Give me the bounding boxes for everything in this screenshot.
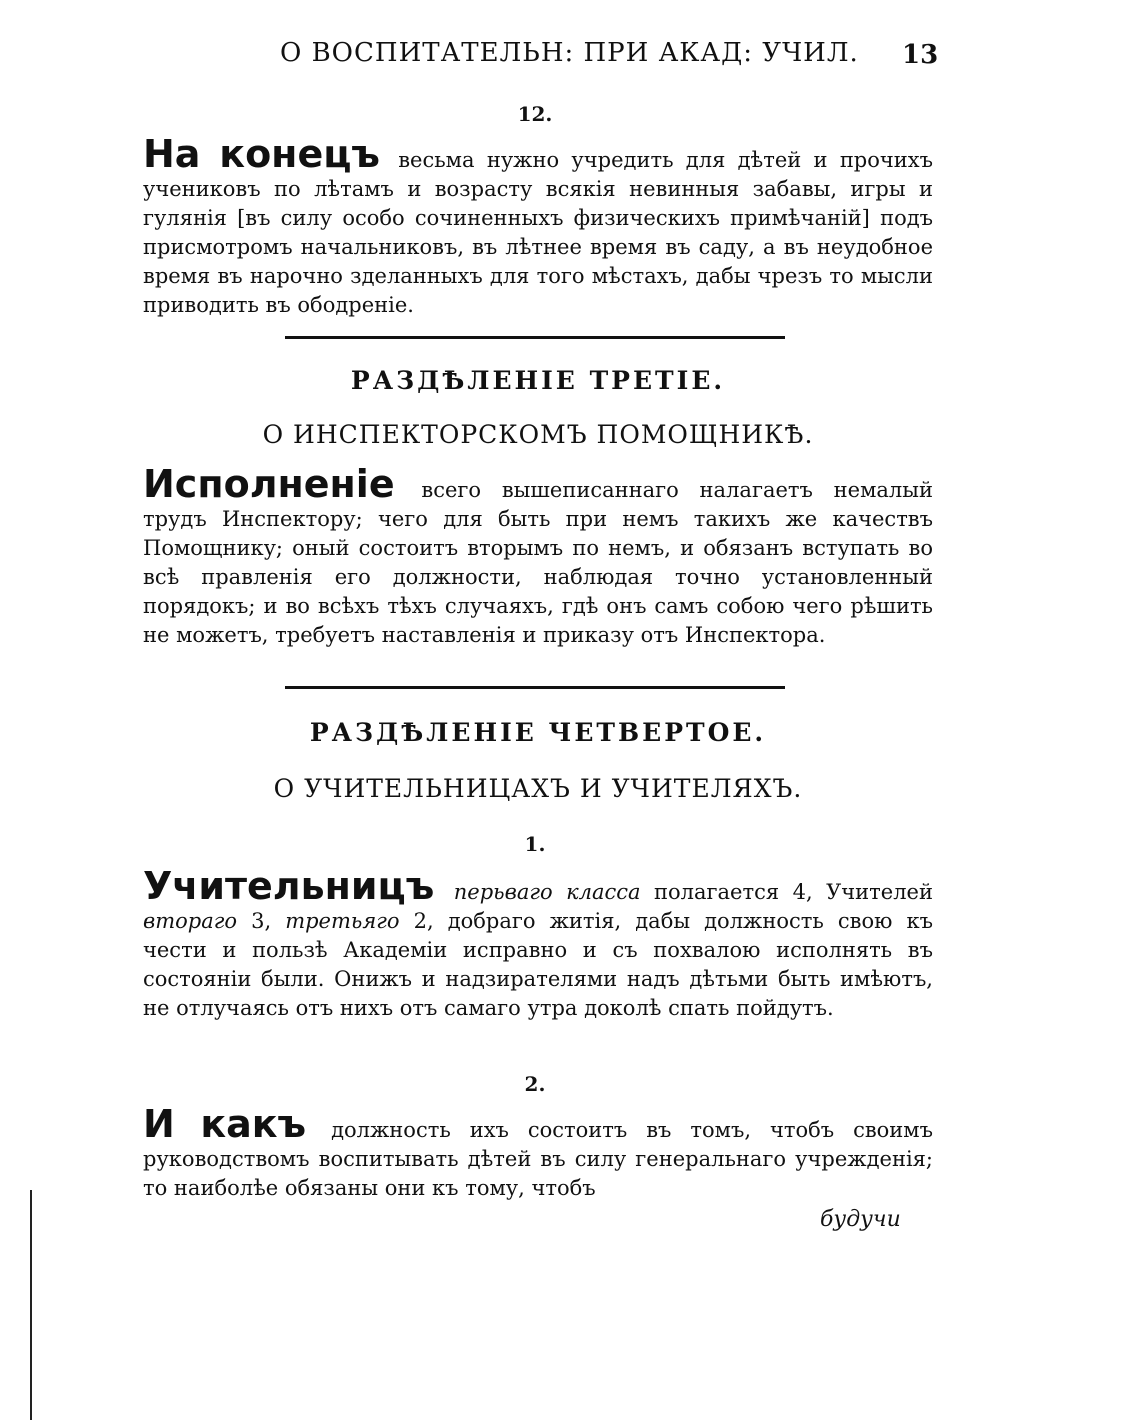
part-three-text: всего вышеписаннаго налагаетъ немалый трудъ Инспектору; чего для быть при немъ такихъ же качествъ Помощнику; оный состоитъ вторымъ по немъ, и обязанъ вступать во всѣ правленія его должности, наблюдая точно установленный порядокъ; и во всѣхъ тѣхъ случаяхъ, гдѣ онъ самъ собою чего рѣшить не можетъ, требуетъ наставленія и приказу отъ Инспектора.: [143, 478, 933, 647]
section-12-lead: На конецъ: [143, 132, 380, 176]
scan-margin-line: [30, 1190, 32, 1420]
teachers-paragraph-1: [143, 864, 933, 1023]
paragraph-number-2: 2.: [524, 1072, 546, 1096]
teachers-paragraph-1-text-1: полагается 4, Учителей: [654, 880, 933, 904]
section-12-text: весьма нужно учредить для дѣтей и прочихъ учениковъ по лѣтамъ и возрасту всякія невинныя забавы, игры и гулянія [въ силу особо сочиненныхъ физическихъ примѣчаній] подъ присмотромъ начальниковъ, въ лѣтнее время въ саду, а въ неудобное время въ нарочно зделанныхъ для того мѣстахъ, дабы чрезъ то мысли приводить въ ободреніе.: [143, 148, 933, 317]
part-four-heading: РАЗДѢЛЕНІЕ ЧЕТВЕРТОЕ.: [309, 718, 767, 747]
first-class-italic: перьваго класса: [453, 880, 641, 904]
part-three-lead: Исполненіе: [143, 462, 395, 506]
paragraph-number-1: 1.: [524, 832, 546, 856]
teachers-paragraph-2-lead: И какъ: [143, 1102, 307, 1146]
divider-rule: [285, 686, 785, 689]
part-three-paragraph: [143, 462, 933, 650]
part-three-heading: РАЗДѢЛЕНІЕ ТРЕТІЕ.: [350, 366, 726, 395]
section-number-12: 12.: [517, 102, 553, 126]
teachers-paragraph-1-text-3: 2, добраго житія, дабы должность свою къ чести и пользѣ Академіи исправно и съ похвалою исполнять въ состояніи были. Онижъ и надзирателями надъ дѣтьми быть имѣютъ, не отлучаясь отъ нихъ отъ самаго утра доколѣ спать пойдутъ.: [143, 909, 933, 1020]
teachers-paragraph-2: [143, 1102, 933, 1203]
third-class-italic: третьяго: [285, 909, 400, 933]
teachers-paragraph-1-text-2: 3,: [251, 909, 272, 933]
section-12-paragraph: [143, 132, 933, 320]
catchword: будучи: [820, 1207, 901, 1232]
page-number: 13: [902, 40, 939, 70]
teachers-paragraph-1-lead: Учительницъ: [143, 864, 435, 908]
part-four-subheading: О УЧИТЕЛЬНИЦАХЪ И УЧИТЕЛЯХЪ.: [273, 774, 803, 803]
running-head: О ВОСПИТАТЕЛЬН: ПРИ АКАД: УЧИЛ.: [280, 38, 859, 68]
second-class-italic: втораго: [143, 909, 237, 933]
part-three-subheading: О ИНСПЕКТОРСКОМЪ ПОМОЩНИКѢ.: [262, 420, 814, 449]
divider-rule: [285, 336, 785, 339]
teachers-paragraph-2-text: должность ихъ состоитъ въ томъ, чтобъ своимъ руководствомъ воспитывать дѣтей въ силу генеральнаго учрежденія; то наиболѣе обязаны они къ тому, чтобъ: [143, 1118, 933, 1200]
